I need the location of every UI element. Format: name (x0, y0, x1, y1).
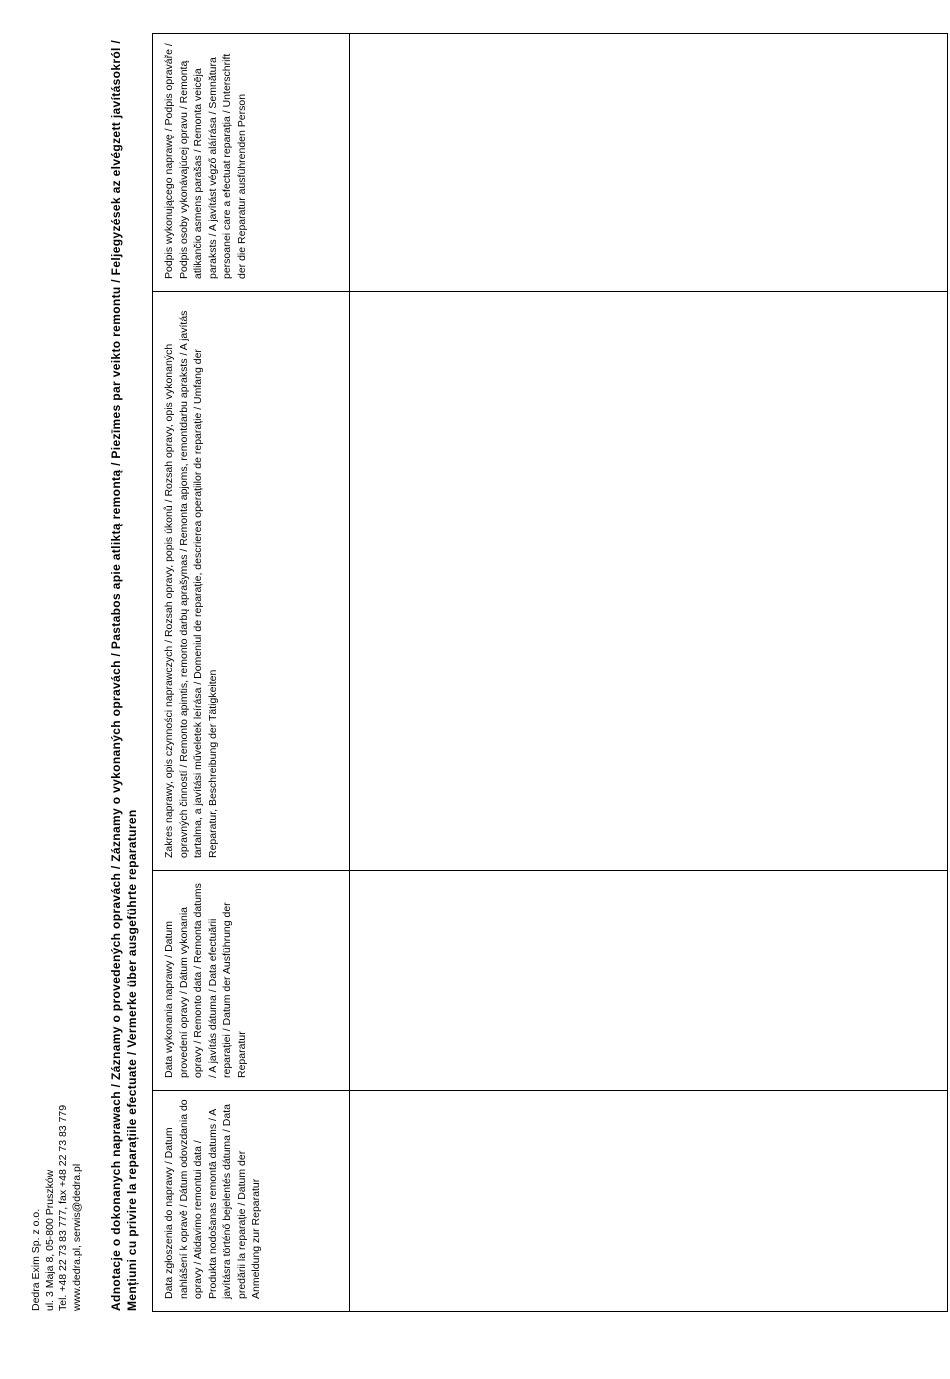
company-phone-fax: Tel. +48 22 73 83 777, fax +48 22 73 83 779 (57, 1104, 69, 1311)
header-submission-date: Data zgłoszenia do naprawy / Datum nahlášení k opravě / Dátum odovzdania do opravy / Atidavimo remontui data / Produkta nodošanas remontā datums / A javításra történő bejelentés dátuma / Data predării la reparație / Datum der Anmeldung zur Reparatur (163, 1099, 262, 1299)
header-cell-repair-scope (153, 292, 350, 871)
header-cell-repair-date (153, 871, 350, 1091)
table-entry-row (350, 34, 948, 1312)
entry-cell-submission-date[interactable] (350, 1091, 948, 1312)
entry-cell-repair-date[interactable] (350, 871, 948, 1091)
entry-cell-signature[interactable] (350, 34, 948, 292)
table-header-row (153, 34, 350, 1312)
header-repair-date: Data wykonania naprawy / Datum provedení opravy / Dátum vykonania opravy / Remonto data / Remonta datums / A javítás dátuma / Data efectuării reparației / Datum der Ausführung der Reparatur (163, 883, 248, 1078)
header-signature: Podpis wykonującego naprawę / Podpis opraváře / Podpis osoby vykonávajúcej opravu / Remontą atlikančio asmens parašas / Remonta veicēja paraksts / A javítást végző aláírása / Semnătura persoanei care a efectuat reparația / Unterschrift der die Reparatur ausführenden Person (163, 43, 248, 279)
header-cell-submission-date (153, 1091, 350, 1312)
company-address: ul. 3 Maja 8, 05-800 Pruszków (43, 1169, 56, 1311)
company-info (30, 1105, 84, 1311)
header-repair-scope: Zakres naprawy, opis czynności naprawczych / Rozsah opravy, popis úkonů / Rozsah opravy, opis vykonaných opravných činností / Remonto apimtis, remonto darbų aprašymas / Remonta apjoms, remontdarbu apraksts / A javítás tartalma, a javítási műveletek leírása / Domeniul de reparație, descrierea operațiilor de reparație / Umfang der Reparatur, Beschreibung der Tätigkeiten (163, 310, 219, 858)
repair-records-table (152, 33, 948, 1312)
company-name: Dedra Exim Sp. z o.o. (30, 1208, 42, 1311)
page-title: Adnotacje o dokonanych naprawach / Záznamy o provedených opravách / Záznamy o vykonaných opravách / Pastabos apie atliktą remontą / Piezīmes par veikto remontu / Feljegyzések az elvégzett javításokról / Mențiuni cu privire la reparațiile efectuate / Vermerke über ausgeführte reparaturen (109, 39, 139, 1311)
company-web-email: www.dedra.pl, serwis@dedra.pl (70, 1163, 83, 1311)
entry-cell-repair-scope[interactable] (350, 292, 948, 871)
header-cell-signature (153, 34, 350, 292)
